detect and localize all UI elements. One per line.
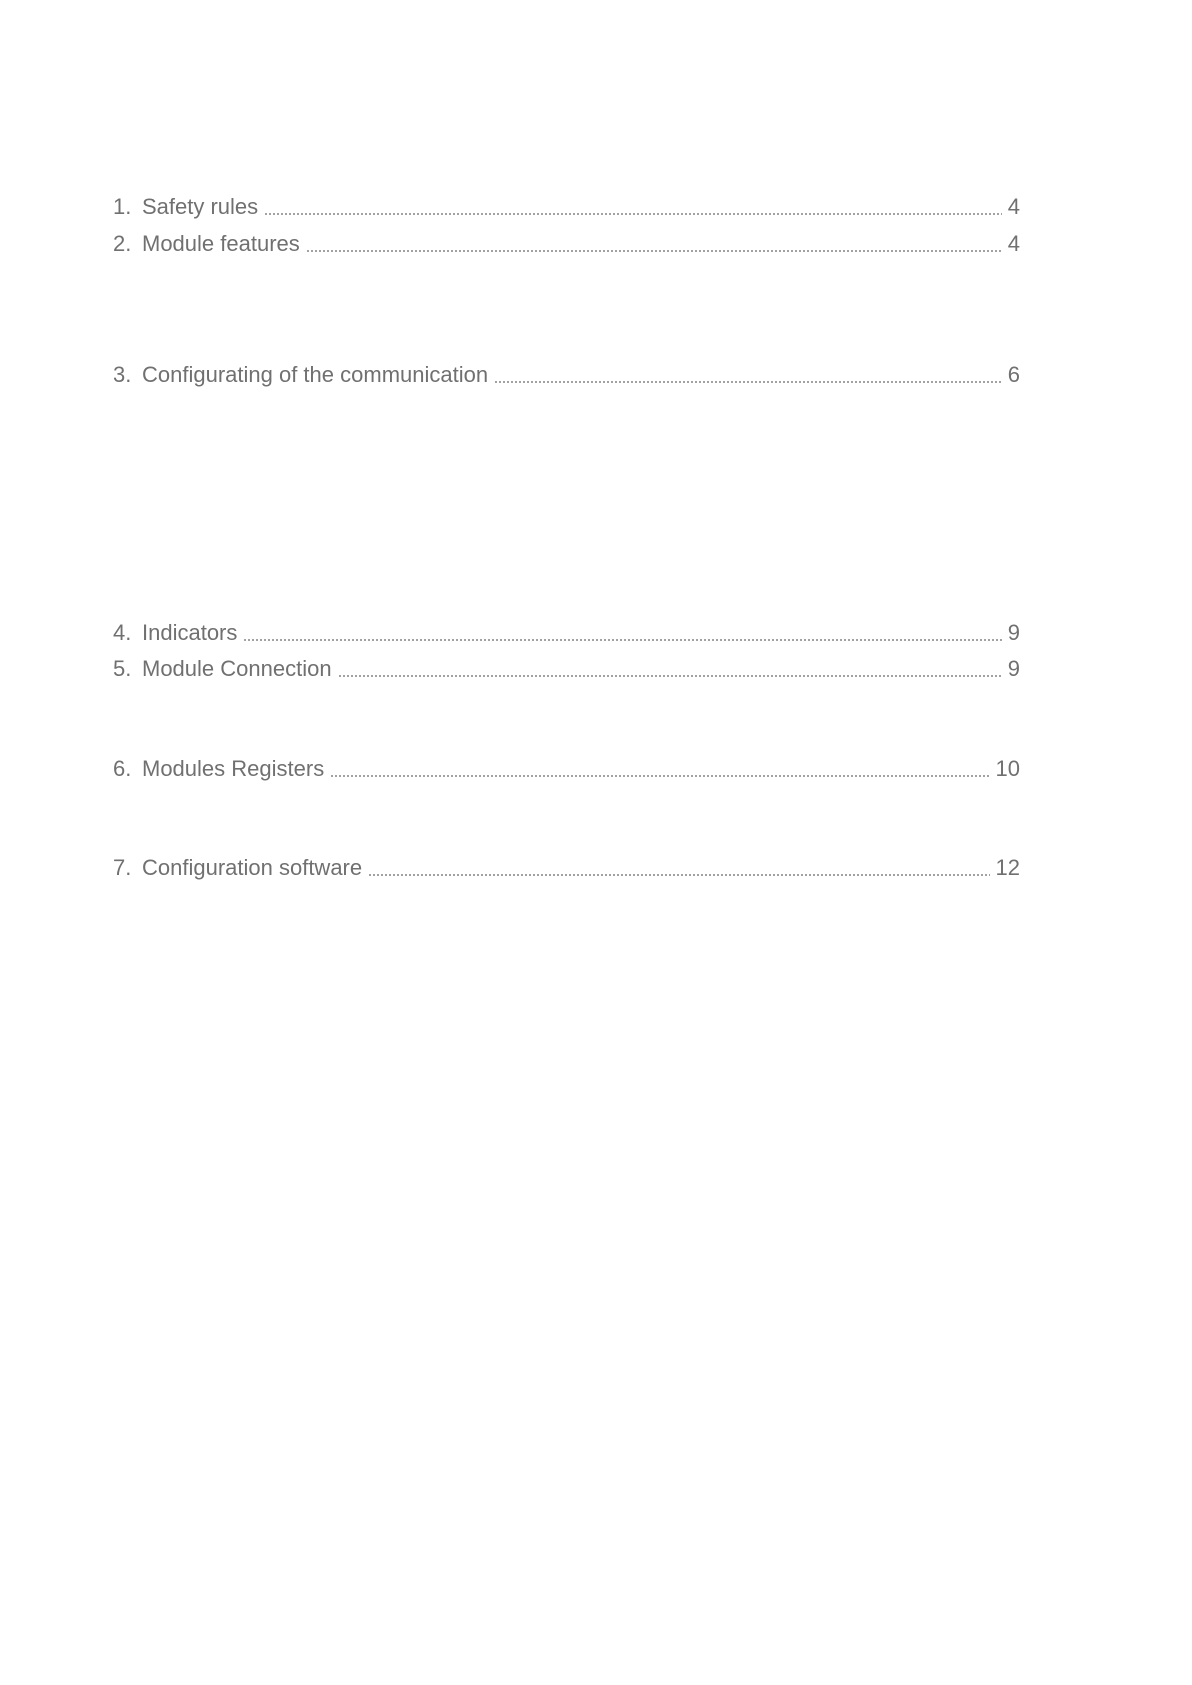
toc-entry-module-features[interactable] (113, 228, 1020, 260)
toc-entry-modules-registers[interactable] (113, 753, 1020, 785)
dot-leader (264, 213, 1002, 215)
toc-entry-page: 9 (1007, 656, 1020, 681)
dot-leader (368, 874, 989, 876)
toc-entry-indicators[interactable] (113, 617, 1020, 649)
toc-entry-title: Module features (142, 231, 300, 256)
toc-entry-title: Safety rules (142, 194, 259, 219)
toc-entry-page: 4 (1007, 231, 1020, 256)
toc-entry-configuration-software[interactable] (113, 852, 1020, 884)
toc-entry-number: 1. (113, 194, 132, 219)
toc-entry-number: 5. (113, 656, 132, 681)
dot-leader (306, 250, 1002, 252)
toc-entry-safety-rules[interactable] (113, 191, 1020, 223)
dot-leader (494, 381, 1002, 383)
toc-entry-page: 9 (1007, 620, 1020, 645)
toc-entry-page: 4 (1007, 194, 1020, 219)
toc-entry-title: Configurating of the communication (142, 362, 489, 387)
toc-entry-page: 10 (995, 756, 1020, 781)
toc-entry-configurating-communication[interactable] (113, 359, 1020, 391)
dot-leader (243, 639, 1001, 641)
toc-entry-title: Indicators (142, 620, 238, 645)
dot-leader (330, 775, 989, 777)
toc-entry-page: 6 (1007, 362, 1020, 387)
toc-entry-number: 6. (113, 756, 132, 781)
toc-entry-number: 3. (113, 362, 132, 387)
toc-entry-number: 4. (113, 620, 132, 645)
toc-entry-page: 12 (995, 855, 1020, 880)
toc-entry-title: Configuration software (142, 855, 363, 880)
toc-entry-number: 2. (113, 231, 132, 256)
toc-entry-title: Modules Registers (142, 756, 325, 781)
toc-entry-title: Module Connection (142, 656, 332, 681)
toc-entry-number: 7. (113, 855, 132, 880)
dot-leader (338, 675, 1002, 677)
toc-entry-module-connection[interactable] (113, 653, 1020, 685)
